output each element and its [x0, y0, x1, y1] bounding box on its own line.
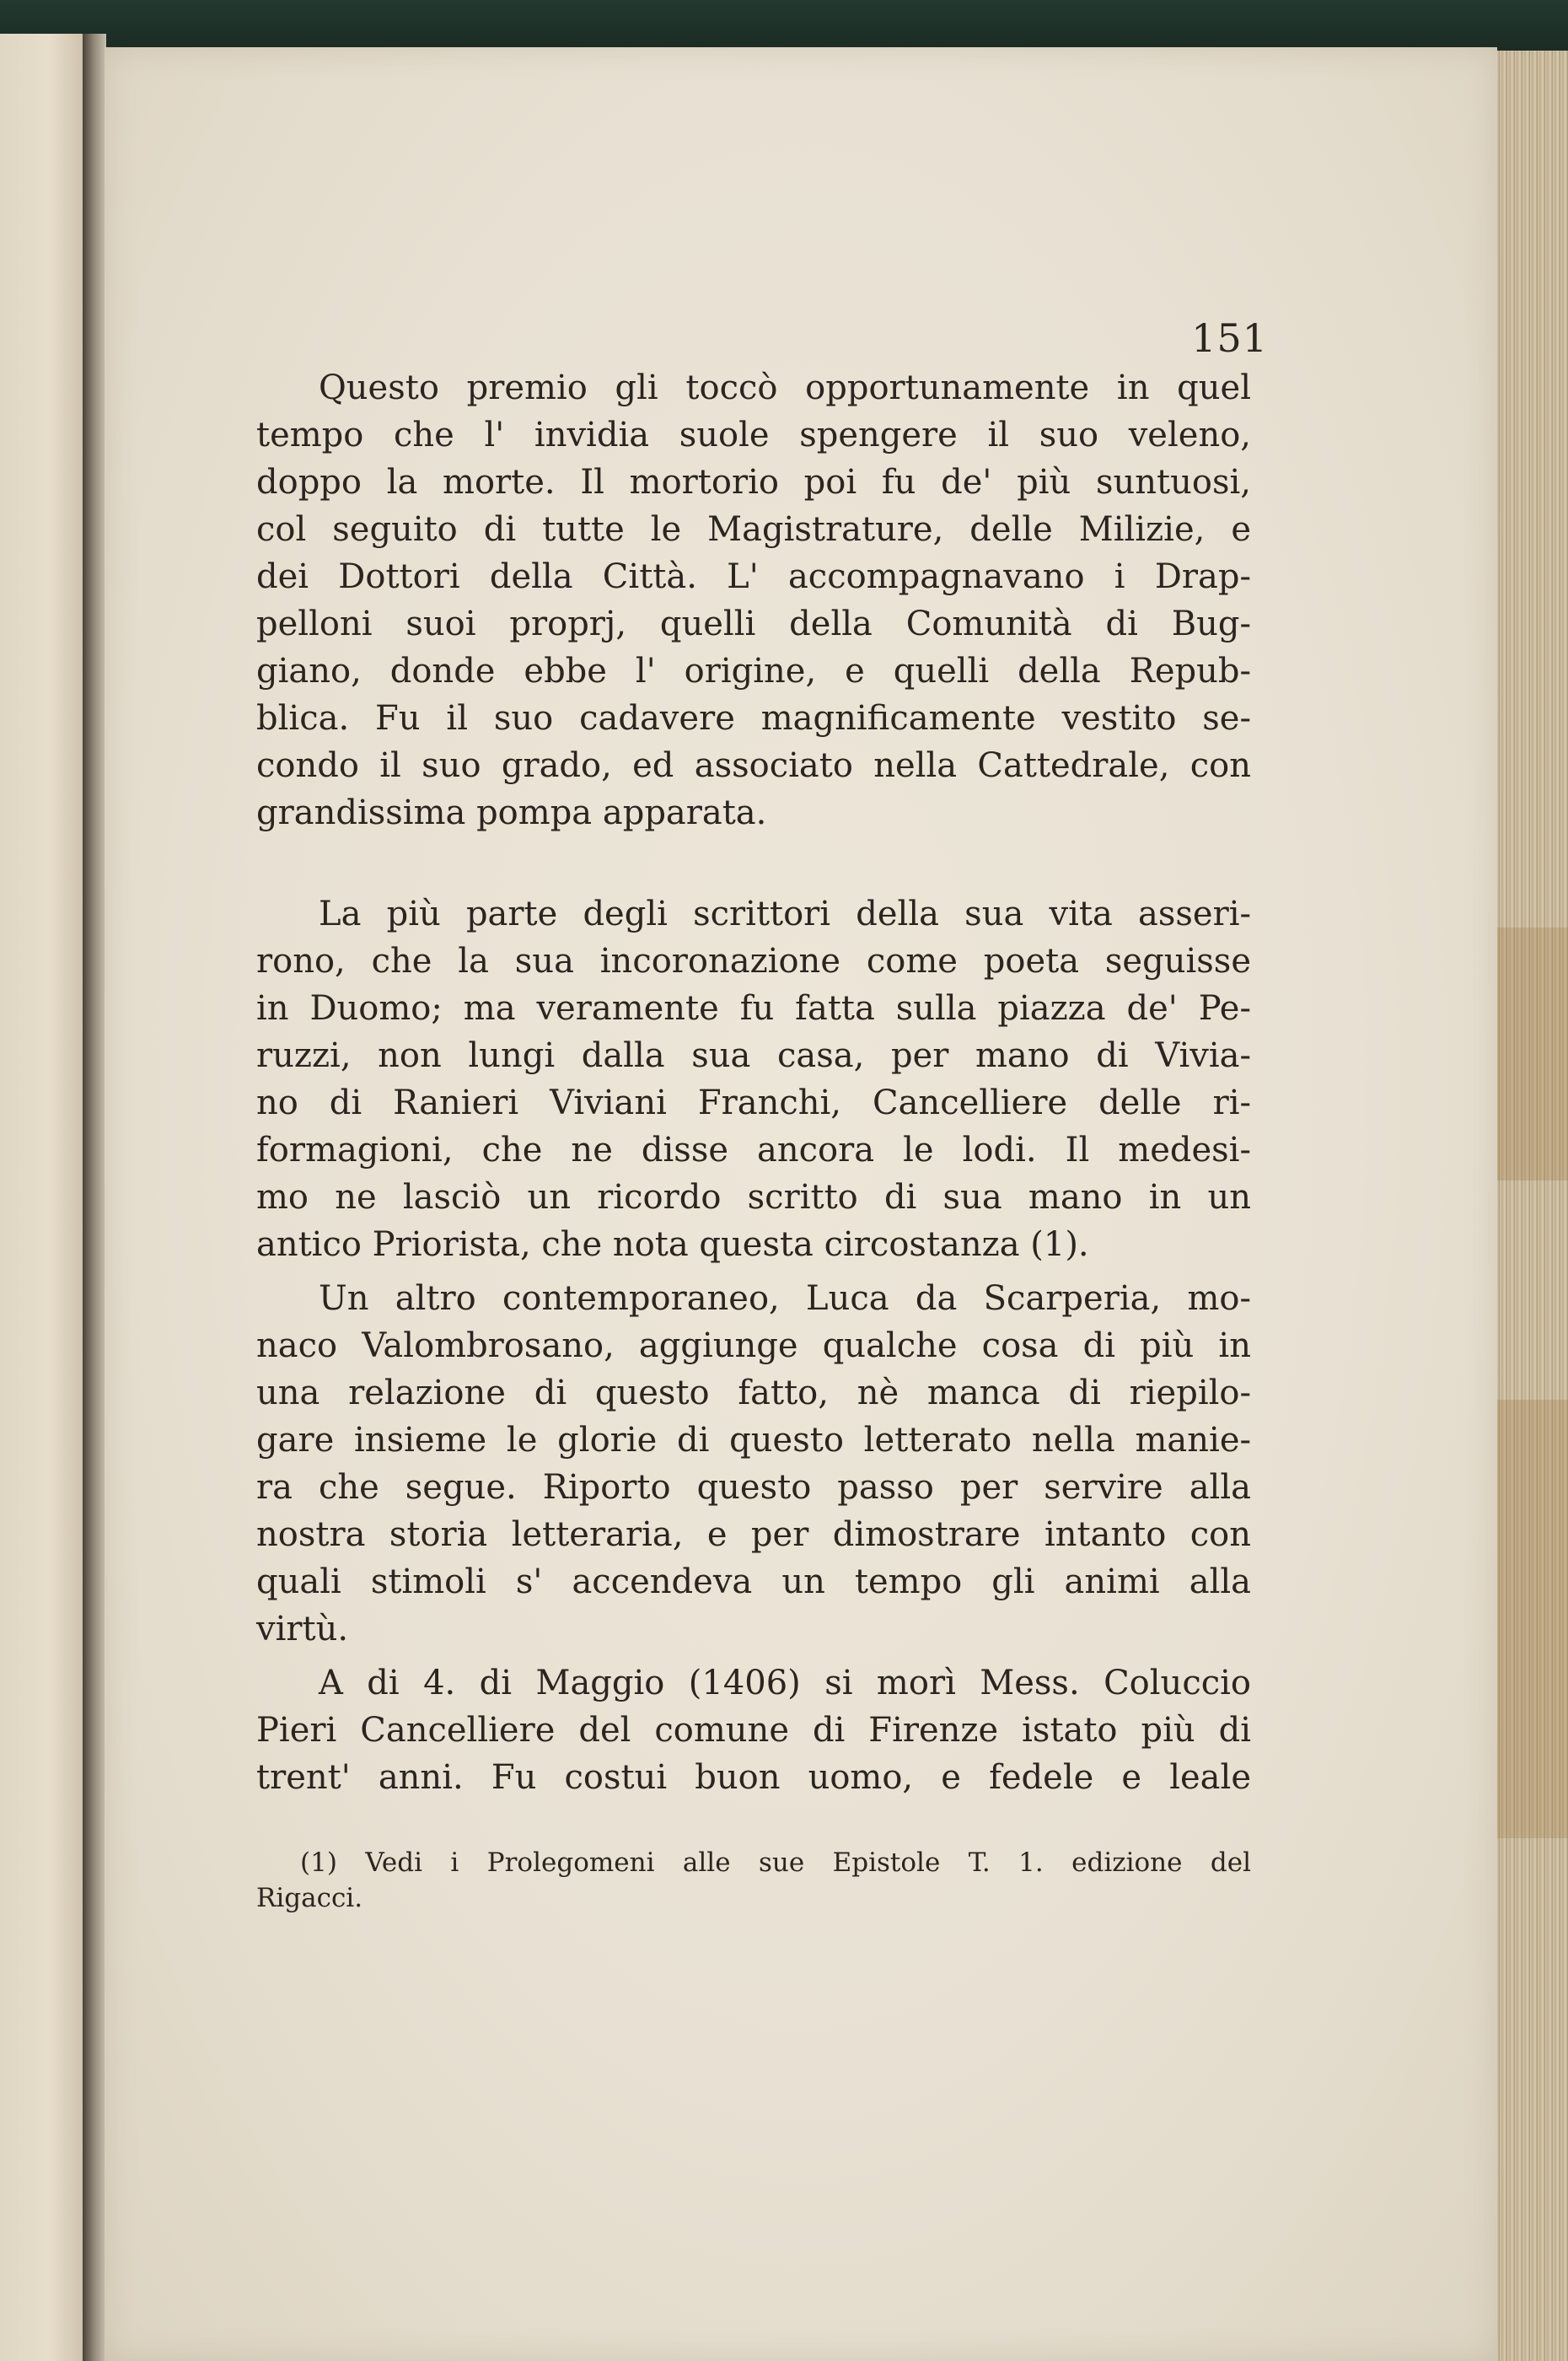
- text-line: ra che segue. Riporto questo passo per servire alla: [256, 1468, 1251, 1507]
- text-line: Un altro contemporaneo, Luca da Scarperia, mo-: [319, 1279, 1251, 1318]
- text-line: quali stimoli s' accendeva un tempo gli animi alla: [256, 1562, 1251, 1601]
- footnote-line: Rigacci.: [256, 1883, 363, 1913]
- footnote-line: (1) Vedi i Prolegomeni alle sue Epistole T. 1. edizione del: [300, 1847, 1251, 1878]
- page-text: [105, 47, 1497, 2361]
- text-line: naco Valombrosano, aggiunge qualche cosa di più in: [256, 1326, 1251, 1365]
- text-line: giano, donde ebbe l' origine, e quelli della Repub-: [256, 652, 1251, 691]
- text-line: grandissima pompa apparata.: [256, 793, 767, 832]
- previous-page-edge: [0, 34, 84, 2361]
- text-line: La più parte degli scrittori della sua vita asseri-: [319, 895, 1251, 933]
- text-line: doppo la morte. Il mortorio poi fu de' più suntuosi,: [256, 463, 1251, 502]
- text-line: A di 4. di Maggio (1406) si morì Mess. Coluccio: [319, 1664, 1251, 1702]
- text-line: tempo che l' invidia suole spengere il suo veleno,: [256, 416, 1251, 454]
- text-line: no di Ranieri Viviani Franchi, Cancelliere delle ri-: [256, 1084, 1251, 1122]
- text-line: antico Priorista, che nota questa circostanza (1).: [256, 1225, 1089, 1264]
- text-line: trent' anni. Fu costui buon uomo, e fedele e leale: [256, 1758, 1251, 1797]
- text-line: blica. Fu il suo cadavere magnificamente vestito se-: [256, 699, 1251, 738]
- text-line: col seguito di tutte le Magistrature, delle Milizie, e: [256, 510, 1251, 549]
- text-line: mo ne lasciò un ricordo scritto di sua mano in un: [256, 1178, 1251, 1217]
- text-line: condo il suo grado, ed associato nella Cattedrale, con: [256, 746, 1251, 785]
- text-line: Questo premio gli toccò opportunamente in quel: [319, 368, 1251, 407]
- text-line: rono, che la sua incoronazione come poeta seguisse: [256, 942, 1251, 981]
- text-line: virtù.: [256, 1610, 349, 1648]
- edge-stain: [1492, 1400, 1568, 1838]
- text-line: gare insieme le glorie di questo letterato nella manie-: [256, 1421, 1251, 1460]
- text-line: in Duomo; ma veramente fu fatta sulla piazza de' Pe-: [256, 989, 1251, 1028]
- text-line: una relazione di questo fatto, nè manca di riepilo-: [256, 1374, 1251, 1412]
- text-line: nostra storia letteraria, e per dimostrare intanto con: [256, 1515, 1251, 1554]
- book-gutter: [83, 34, 106, 2361]
- text-line: ruzzi, non lungi dalla sua casa, per mano di Vivia-: [256, 1036, 1251, 1075]
- text-line: dei Dottori della Città. L' accompagnavano i Drap-: [256, 557, 1251, 596]
- text-line: formagioni, che ne disse ancora le lodi. Il medesi-: [256, 1131, 1251, 1170]
- text-line: Pieri Cancelliere del comune di Firenze istato più di: [256, 1711, 1251, 1750]
- text-line: pelloni suoi proprj, quelli della Comunità di Bug-: [256, 605, 1251, 643]
- edge-stain: [1492, 928, 1568, 1180]
- page-number: 151: [1191, 315, 1268, 361]
- book-page: [105, 47, 1497, 2361]
- page-fore-edge: [1492, 51, 1568, 2361]
